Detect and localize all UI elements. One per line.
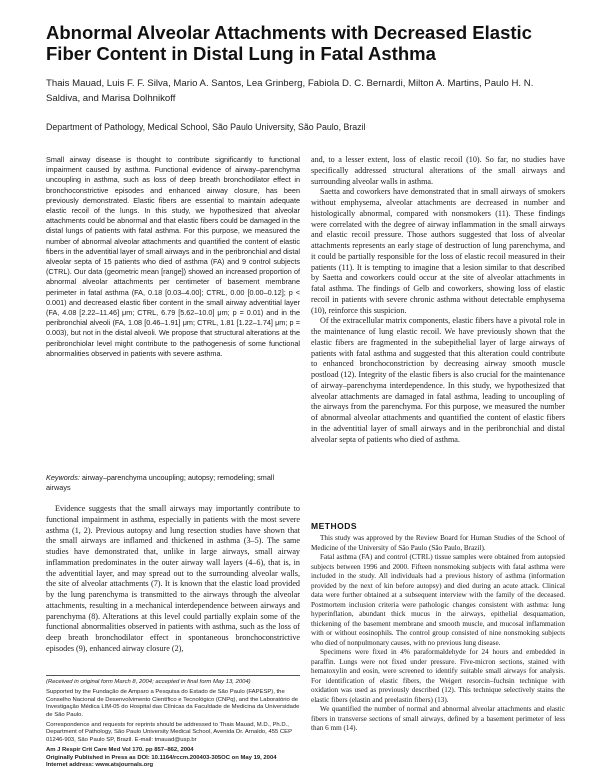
methods-paragraph-3: Specimens were fixed in 4% paraformaldehyde for 24 hours and embedded in paraffin. Lungs were not fixed under pressure. Five-micron sections, stained with hematoxylin and eosin, were screened to identify suitable small airways for analysis. For identification of elastic fibers, the Weigert resorcin–fuchsin technique with oxidation was used as previously described (12). This technique selectively stains the elastic fibers (elastin and preelastin fibers) (13). <box>311 648 565 704</box>
abstract: Small airway disease is thought to contribute significantly to functional impairment caused by asthma. Functional evidence of airway–parenchyma uncoupling in asthma, such as loss of deep breath bronchodilator effect in bronchoconstrictive episodes and enhanced airway closure, has been previously demonstrated. Elastic fibers are essential to maintain adequate elastic recoil of the lungs. In this study, we hypothesized that alveolar attachments could be abnormal and that elastic fibers could be damaged in the distal lungs of patients with fatal asthma. For this purpose, we measured the number of abnormal alveolar attachments and quantified the content of elastic fibers in the adventitial layer of small airways and in the peribronchial and distal alveolar septa of 15 patients who died of asthma (FA) and 9 control subjects (CTRL). Our data (geometric mean [range]) showed an increased proportion of abnormal alveolar attachments per centimeter of basement membrane perimeter in fatal asthma (FA, 0.18 [0.03–4.00]; CTRL, 0.00 [0.00–0.12]; p < 0.001) and decreased elastic fiber content in the small airway adventitial layer (FA, 4.08 [2.22–11.46] μm; CTRL, 6.79 [5.62–10.0] μm; p = 0.01) and in the peribronchial alveoli (FA, 1.08 [0.46–1.91] μm; CTRL, 1.81 [1.22–1.74] μm; p = 0.003), but not in the distal alveoli. We propose that structural alterations at the peribronchiolar level might contribute to the pathogenesis of some functional abnormalities observed in patients with severe asthma. <box>46 155 300 358</box>
footnote-divider <box>46 675 300 676</box>
intro-paragraph-3: Of the extracellular matrix components, elastic fibers have a pivotal role in the maintenance of lung elastic recoil. We have previously shown that the elastic fibers are fragmented in the subepithelial layer of large airways of patients with fatal asthma and suggested that this alteration could contribute to enhanced bronchoconstriction by decreasing airway smooth muscle postload (12). Integrity of the elastic fibers is also crucial for the maintenance of airway–parenchyma interdependence. In this study, we hypothesized that alveolar attachments are damaged in fatal asthma, leading to uncoupling of the airways from the parenchyma. For this purpose, we measured the number of abnormal alveolar attachments and quantified the content of elastic fibers in the adventitial layer of small airways and in the peribronchial and distal alveolar septa of patients who died of asthma. <box>311 316 565 444</box>
keywords <box>46 473 300 493</box>
methods-paragraph-1: This study was approved by the Review Board for Human Studies of the School of Medicine of the University of São Paulo (São Paulo, Brazil). <box>311 534 565 552</box>
methods-heading: METHODS <box>311 521 357 531</box>
correspondence-note: Correspondence and requests for reprints should be addressed to Thais Mauad, M.D., Ph.D., Department of Pathology, São Paulo University Medical School, Avenida Dr. Arnaldo, 455 CEP 01246-903, São Paulo SP, Brazil. E-mail: tmauad@usp.br <box>46 722 292 743</box>
intro-paragraph-1-continued: and, to a lesser extent, loss of elastic recoil (10). So far, no studies have specifically addressed structural alterations of the small airways and surrounding alveolar walls in asthma. <box>311 155 565 186</box>
intro-paragraph-2: Saetta and coworkers have demonstrated that in small airways of smokers without emphysema, alveolar attachments are decreased in number and histologically abnormal, compared with nonsmokers (11). These findings were correlated with the degree of airway inflammation in the small airways and elastic recoil pressure. Those authors suggested that loss of alveolar attachments represents an early stage of destruction of lung parenchyma, and it could be partially responsible for the loss of elastic recoil measured in their patients (11). It is tempting to imagine that a lesion similar to that described by Saetta and coworkers could occur at the site of alveolar attachments in fatal asthma. The findings of Gelb and coworkers, showing loss of elastic recoil in patients with severe chronic asthma without detectable emphysema (10), reinforce this suspicion. <box>311 187 565 315</box>
methods-section <box>311 534 565 734</box>
funding-note: Supported by the Fundação de Amparo a Pesquisa do Estado de São Paulo (FAPESP), the Conselho Nacional de Desenvolvimento Científico e Tecnológico (CNPq), and the Laboratório de Investigação Médica LIM-05 do Hospital das Clínicas da Faculdade de Medicina da Universidade de São Paulo. <box>46 689 300 718</box>
internet-address: Internet address: www.atsjournals.org <box>46 762 154 769</box>
journal-citation: Am J Respir Crit Care Med Vol 170. pp 857–862, 2004 <box>46 747 194 754</box>
article-title: Abnormal Alveolar Attachments with Decreased Elastic Fiber Content in Distal Lung in Fatal Asthma <box>46 22 532 64</box>
intro-paragraph-1: Evidence suggests that the small airways may importantly contribute to functional impairment in asthma, especially in patients with the most severe asthma (1, 2). Previous autopsy and lung resection studies have shown that the small airways are inflamed and thickened in asthma (3–5). The same studies have demonstrated that, unlike in large airways, small airway inflammation predominates in the outer airway wall layers (4–6), that is, in the adventitial layer, and may spread out to the surrounding alveolar walls, the site of alveolar attachments (7). It is known that the elastic load provided by the lung parenchyma is transmitted to the airways through the alveolar attachments, resulting in a mechanical interdependence between airways and parenchyma (8). Alterations at this level could partially explain some of the functional abnormalities observed in patients with asthma, such as the loss of deep breath bronchodilator effect in spontaneous bronchoconstrictive episodes (9), enhanced airway closure (2), <box>46 504 300 653</box>
intro-left-column <box>46 504 300 655</box>
received-dates: (Received in original form March 8, 2004; accepted in final form May 13, 2004) <box>46 679 251 685</box>
author-list: Thais Mauad, Luis F. F. Silva, Mario A. Santos, Lea Grinberg, Fabiola D. C. Bernardi, Milton A. Martins, Paulo H. N. Saldiva, and Marisa Dolhnikoff <box>46 78 534 104</box>
keywords-list: airway–parenchyma uncoupling; autopsy; remodeling; small airways <box>46 473 275 493</box>
keywords-label: Keywords: <box>46 473 80 482</box>
methods-paragraph-4: We quantified the number of normal and abnormal alveolar attachments and elastic fibers in transverse sections of small airways, defined by a basement perimeter of less than 6 mm (14). <box>311 705 565 732</box>
methods-paragraph-2: Fatal asthma (FA) and control (CTRL) tissue samples were obtained from autopsied subjects between 1996 and 2000. Fifteen nonsmoking subjects with fatal asthma were included in the study. All individuals had a previous history of asthma (information provided by the next of kin before autopsy) and died during an acute attack. Clinical data were further obtained at a subsequent interview with the family of the deceased. Postmortem inclusion criteria were pathologic changes consistent with asthma: lung hyperinflation, abundant thick mucus in the airways, epithelial desquamation, thickening of the basement membrane and smooth muscle, and mucosal inflammation with or without eosinophils. The control group consisted of nine nonsmoking subjects who died of nonpulmonary causes, with no previous lung disease. <box>311 553 565 647</box>
affiliation: Department of Pathology, Medical School, São Paulo University, São Paulo, Brazil <box>46 122 366 132</box>
intro-right-column <box>311 155 565 445</box>
footnotes <box>46 679 300 769</box>
online-publication: Originally Published in Press as DOI: 10.1164/rccm.200403-305OC on May 19, 2004 <box>46 754 277 761</box>
